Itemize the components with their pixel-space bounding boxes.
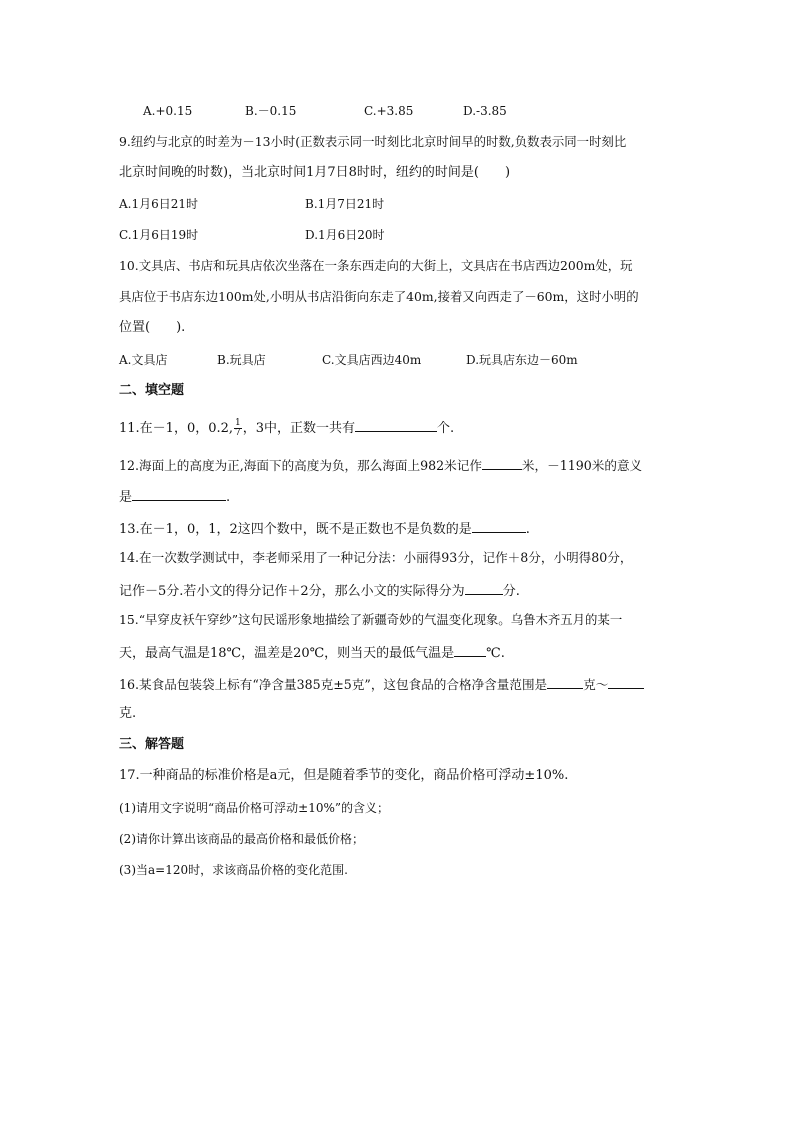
q10-line-1: 10.文具店、书店和玩具店依次坐落在一条东西走向的大街上，文具店在书店西边200m处，玩 [119,258,633,273]
q13-text-b: . [525,522,530,537]
q14-line-2 [119,581,520,600]
q12-text-d: . [226,490,231,505]
q8-option-a: A.+0.15 [143,104,193,118]
q13-answer-blank[interactable] [472,519,526,533]
q16-text-a: 16.某食品包装袋上标有“净含量385克±5克”，这包食品的合格净含量范围是 [119,677,548,692]
q15-line-1: 15.“早穿皮袄午穿纱”这句民谣形象地描绘了新疆奇妙的气温变化现象。乌鲁木齐五月的某一 [119,612,623,627]
q15-line-2 [119,643,505,662]
q13-line [119,519,530,538]
q8-option-b: B.－0.15 [245,104,297,118]
q12-text-c: 是 [119,490,133,505]
q16-line-1 [119,675,644,693]
q8-option-d: D.-3.85 [463,104,507,118]
q12-line-1 [119,456,642,474]
q16-line-2: 克. [119,706,137,721]
q15-text-b: ℃. [486,646,505,661]
q16-answer-blank-2[interactable] [608,675,644,689]
q12-answer-blank-1[interactable] [482,456,522,470]
q15-text-a: 天，最高气温是18℃，温差是20℃，则当天的最低气温是 [119,646,455,661]
q11-fraction [234,419,242,438]
q16-text-b: 克～ [583,677,609,692]
q17-part-1: (1)请用文字说明“商品价格可浮动±10%”的含义； [119,801,389,815]
q12-text-b: 米，－1190米的意义 [521,458,643,473]
q10-option-d: D.玩具店东边－60m [466,353,578,367]
q14-line-1: 14.在一次数学测试中，李老师采用了一种记分法：小丽得93分，记作＋8分，小明得80分， [119,550,633,565]
q10-option-a: A.文具店 [119,353,168,367]
section-heading-fill-in: 二、填空题 [119,383,185,398]
q10-line-3: 位置( ). [119,320,186,335]
q10-option-c: C.文具店西边40m [322,353,422,367]
q12-text-a: 12.海面上的高度为正,海面下的高度为负，那么海面上982米记作 [119,458,482,473]
q14-answer-blank[interactable] [465,581,503,595]
q9-option-a: A.1月6日21时 [119,197,199,211]
q17-part-3: (3)当a=120时，求该商品价格的变化范围. [119,863,348,877]
q11-line [119,418,454,438]
q8-option-c: C.+3.85 [364,104,414,118]
q13-text-a: 13.在－1，0，1，2这四个数中，既不是正数也不是负数的是 [119,522,472,537]
q16-answer-blank-1[interactable] [547,675,583,689]
q11-answer-blank[interactable] [355,418,437,432]
q12-line-2 [119,487,230,506]
section-heading-solve: 三、解答题 [119,737,185,752]
q15-answer-blank[interactable] [454,643,486,657]
q14-text-b: 分. [502,584,520,599]
q11-fraction-numerator: 1 [235,418,241,428]
q14-text-a: 记作－5分.若小文的得分记作＋2分，那么小文的实际得分为 [119,584,465,599]
q17-line-1: 17.一种商品的标准价格是a元，但是随着季节的变化，商品价格可浮动±10%. [119,768,569,783]
q9-line-2: 北京时间晚的时数)，当北京时间1月7日8时时，纽约的时间是( ) [119,165,511,180]
q11-text-tail: 个. [437,421,455,436]
q11-text-post: ，3中，正数一共有 [242,421,356,436]
q12-answer-blank-2[interactable] [132,487,226,501]
q11-fraction-denominator: 7 [235,428,241,438]
q17-part-2: (2)请你计算出该商品的最高价格和最低价格； [119,832,364,846]
q9-option-d: D.1月6日20时 [305,228,385,242]
q10-line-2: 具店位于书店东边100m处,小明从书店沿街向东走了40m,接着又向西走了－60m，这时小明的 [119,289,639,304]
q9-line-1: 9.纽约与北京的时差为－13小时(正数表示同一时刻比北京时间早的时数,负数表示同一时刻比 [119,134,627,149]
q9-option-c: C.1月6日19时 [119,228,199,242]
q11-text-pre: 11.在－1，0，0.2, [119,421,234,436]
q9-option-b: B.1月7日21时 [305,197,385,211]
q10-option-b: B.玩具店 [217,353,266,367]
